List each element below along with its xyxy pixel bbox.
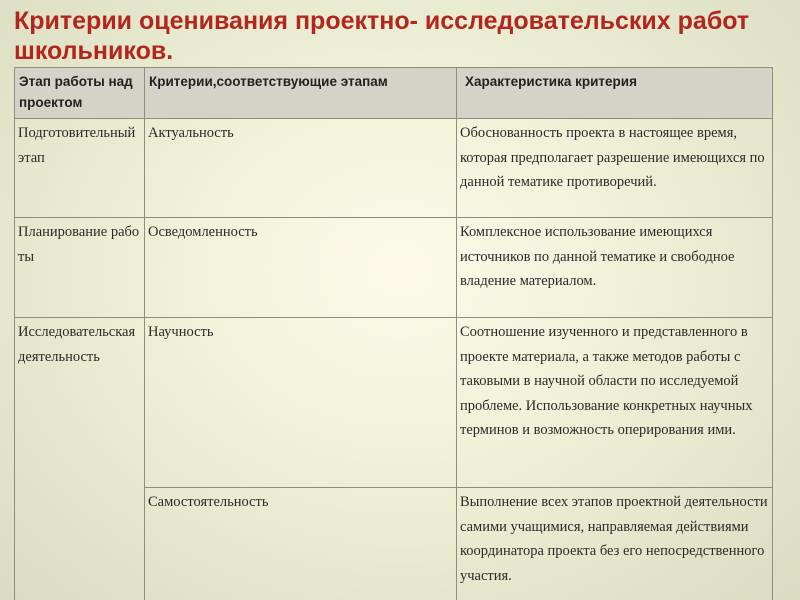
- criterion-cell: Научность: [145, 318, 457, 488]
- header-criteria: Критерии,соответствующие этапам: [145, 68, 457, 119]
- page-title: Критерии оценивания проектно- исследовательских работ школьников.: [14, 7, 750, 65]
- header-stage: Этап работы над проектом: [15, 68, 145, 119]
- table-header-row: [15, 68, 773, 119]
- header-characteristic: Характеристика критерия: [457, 68, 773, 119]
- criterion-cell: Самостоятельность: [145, 488, 457, 600]
- criterion-cell: Актуальность: [145, 119, 457, 218]
- description-cell: Соотношение изученного и представленного в проекте материала, а также методов работы с таковыми в научной области по исследуемой проблеме. Использование конкретных научных терминов и возможность оперирования ими.: [457, 318, 773, 488]
- description-cell: Выполнение всех этапов проектной деятельности самими учащимися, направляемая действиями координатора проекта без его непосредственного участия.: [457, 488, 773, 600]
- criteria-table: [14, 67, 773, 600]
- stage-cell: Исследовательская деятельность: [15, 318, 145, 600]
- stage-cell: Подготовительный этап: [15, 119, 145, 218]
- stage-cell: Планирование работы: [15, 218, 145, 318]
- table-row: [15, 119, 773, 218]
- description-cell: Комплексное использование имеющихся источников по данной тематике и свободное владение материалом.: [457, 218, 773, 318]
- table-row: [15, 218, 773, 318]
- criterion-cell: Осведомленность: [145, 218, 457, 318]
- table-row: [15, 318, 773, 488]
- description-cell: Обоснованность проекта в настоящее время, которая предполагает разрешение имеющихся по данной тематике противоречий.: [457, 119, 773, 218]
